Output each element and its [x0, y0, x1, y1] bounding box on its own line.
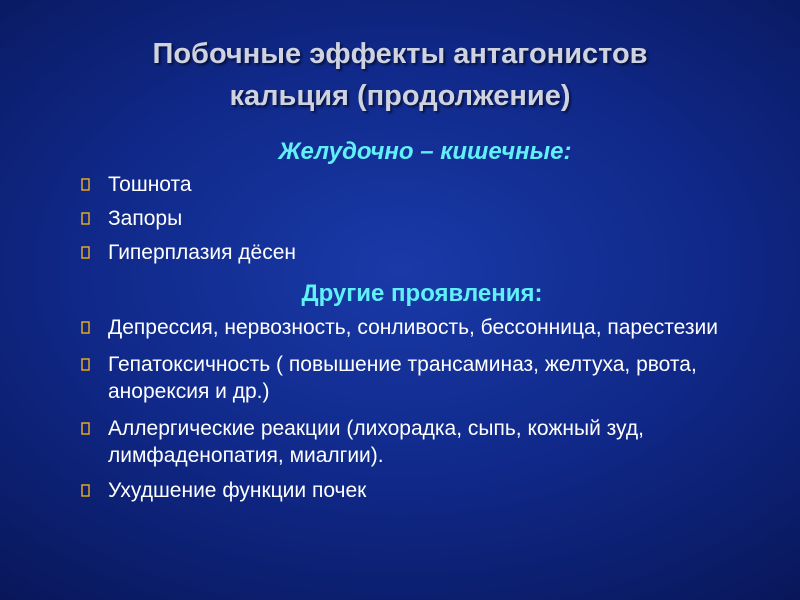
hollow-square-bullet-icon: [81, 422, 90, 435]
slide-title: [40, 33, 760, 117]
hollow-square-bullet-icon: [81, 178, 90, 191]
hollow-square-bullet-icon: [81, 321, 90, 334]
other-manifestations-list: [0, 314, 760, 514]
section-heading-other: Другие проявления:: [301, 280, 543, 307]
hollow-square-bullet-icon: [81, 246, 90, 259]
list-item: [0, 239, 660, 266]
list-item: [0, 205, 660, 232]
title-line-1: Побочные эффекты антагонистов: [152, 38, 648, 70]
list-item: [0, 477, 760, 504]
list-item-text: Тошнота: [108, 173, 192, 196]
list-item-text: Запоры: [108, 207, 183, 230]
list-item-text: Депрессия, нервозность, сонливость, бессонница, парестезии: [108, 316, 718, 339]
list-item-text: Ухудшение функции почек: [108, 479, 367, 502]
hollow-square-bullet-icon: [81, 212, 90, 225]
list-item-text: Гепатоксичность ( повышение трансаминаз, желтуха, рвота, анорексия и др.): [108, 353, 697, 403]
list-item-text: Гиперплазия дёсен: [108, 241, 296, 264]
section-heading-gastrointestinal: Желудочно – кишечные:: [278, 138, 572, 165]
list-item: [0, 314, 760, 341]
list-item: [0, 351, 760, 405]
hollow-square-bullet-icon: [81, 484, 90, 497]
list-item: [0, 415, 760, 469]
gastrointestinal-list: [0, 171, 660, 273]
hollow-square-bullet-icon: [81, 358, 90, 371]
title-line-2: кальция (продолжение): [229, 80, 571, 112]
list-item: [0, 171, 660, 198]
list-item-text: Аллергические реакции (лихорадка, сыпь, кожный зуд, лимфаденопатия, миалгии).: [108, 417, 644, 467]
